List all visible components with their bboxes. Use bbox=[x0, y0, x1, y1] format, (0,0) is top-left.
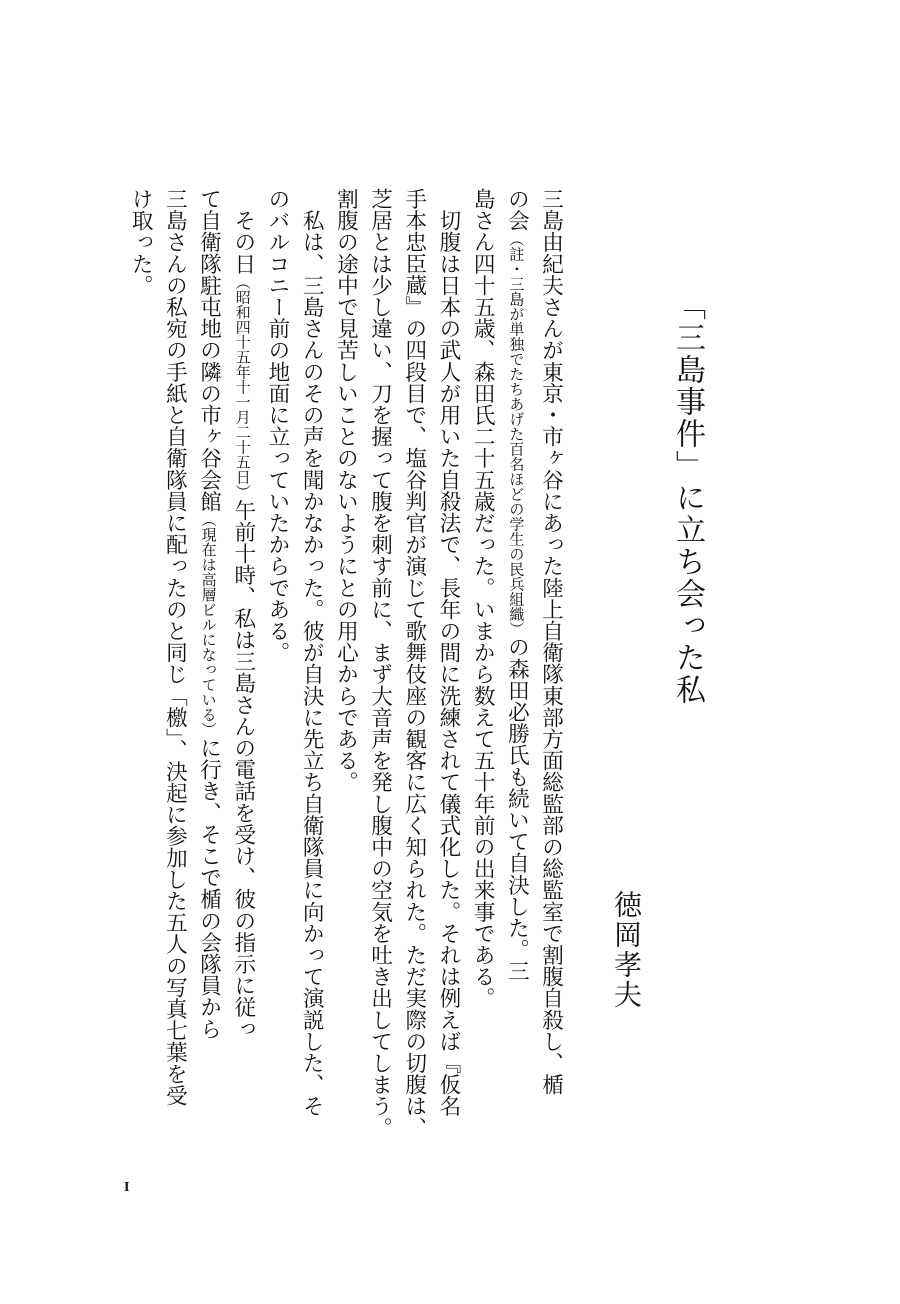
inline-note: （昭和四十五年十一月二十五日） bbox=[233, 274, 252, 500]
body-line-text: のバルコニー前の地面に立っていたからである。 bbox=[264, 188, 290, 664]
body-line bbox=[335, 188, 357, 793]
body-line-text: に行き、そこで楯の会隊員から bbox=[196, 737, 222, 1040]
body-line bbox=[164, 188, 186, 1106]
body-line-text: その日 bbox=[230, 188, 256, 275]
body-line-text: 島さん四十五歳、森田氏二十五歳だった。いまから数えて五十年前の出来事である。 bbox=[470, 188, 496, 1009]
body-line-text: 切腹は日本の武人が用いた自殺法で、長年の間に洗練されて儀式化した。それは例えば『仮名 bbox=[435, 188, 461, 1117]
body-line bbox=[437, 188, 459, 1117]
body-line-text: 私は、三島さんのその声を聞かなかった。彼が自決に先立ち自衛隊員に向かって演説した、そ bbox=[299, 188, 325, 1117]
body-line-text: 手本忠臣蔵』の四段目で、塩谷判官が演じて歌舞伎座の観客に広く知られた。ただ実際の切腹は、 bbox=[401, 188, 427, 1139]
body-line-text: 三島さんの私宛の手紙と自衛隊員に配ったのと同じ「檄」、決起に参加した五人の写真七葉を受 bbox=[162, 188, 188, 1106]
body-line bbox=[506, 188, 528, 982]
body-line-text: 芝居とは少し違い、刀を握って腹を刺す前に、まず大音声を発し腹中の空気を吐き出してしまう。 bbox=[367, 188, 393, 1139]
page-title: 「三島事件」に立ち会った私 bbox=[670, 290, 705, 706]
body-line-text: の森田必勝氏も続いて自決した。三 bbox=[504, 636, 530, 982]
body-line bbox=[472, 188, 494, 1009]
body-line bbox=[403, 188, 425, 1138]
body-line bbox=[369, 188, 391, 1138]
body-line bbox=[198, 188, 220, 1039]
body-line bbox=[301, 188, 323, 1117]
body-line bbox=[232, 188, 254, 1039]
body-line-text: け取った。 bbox=[128, 188, 154, 296]
body-line bbox=[266, 188, 288, 663]
author-name: 徳岡孝夫 bbox=[610, 890, 643, 1010]
body-line bbox=[130, 188, 152, 296]
body-line-text: 割腹の途中で見苦しいことのないようにとの用心からである。 bbox=[333, 188, 359, 793]
inline-note: （現在は高層ビルになっている） bbox=[199, 512, 218, 737]
body-line-text: 三島由紀夫さんが東京・市ヶ谷にあった陸上自衛隊東部方面総監部の総監室で割腹自殺し、楯 bbox=[538, 188, 564, 1096]
inline-note: （註・三島が単独でたちあげた百名ほどの学生の民兵組織） bbox=[507, 231, 526, 637]
body-line-text: 午前十時、私は三島さんの電話を受け、彼の指示に従っ bbox=[230, 499, 256, 1040]
body-line bbox=[540, 188, 562, 1095]
page-number: I bbox=[124, 1180, 130, 1195]
body-line-text: て自衛隊駐屯地の隣の市ヶ谷会館 bbox=[196, 188, 222, 512]
body-line-text: の会 bbox=[504, 188, 530, 232]
